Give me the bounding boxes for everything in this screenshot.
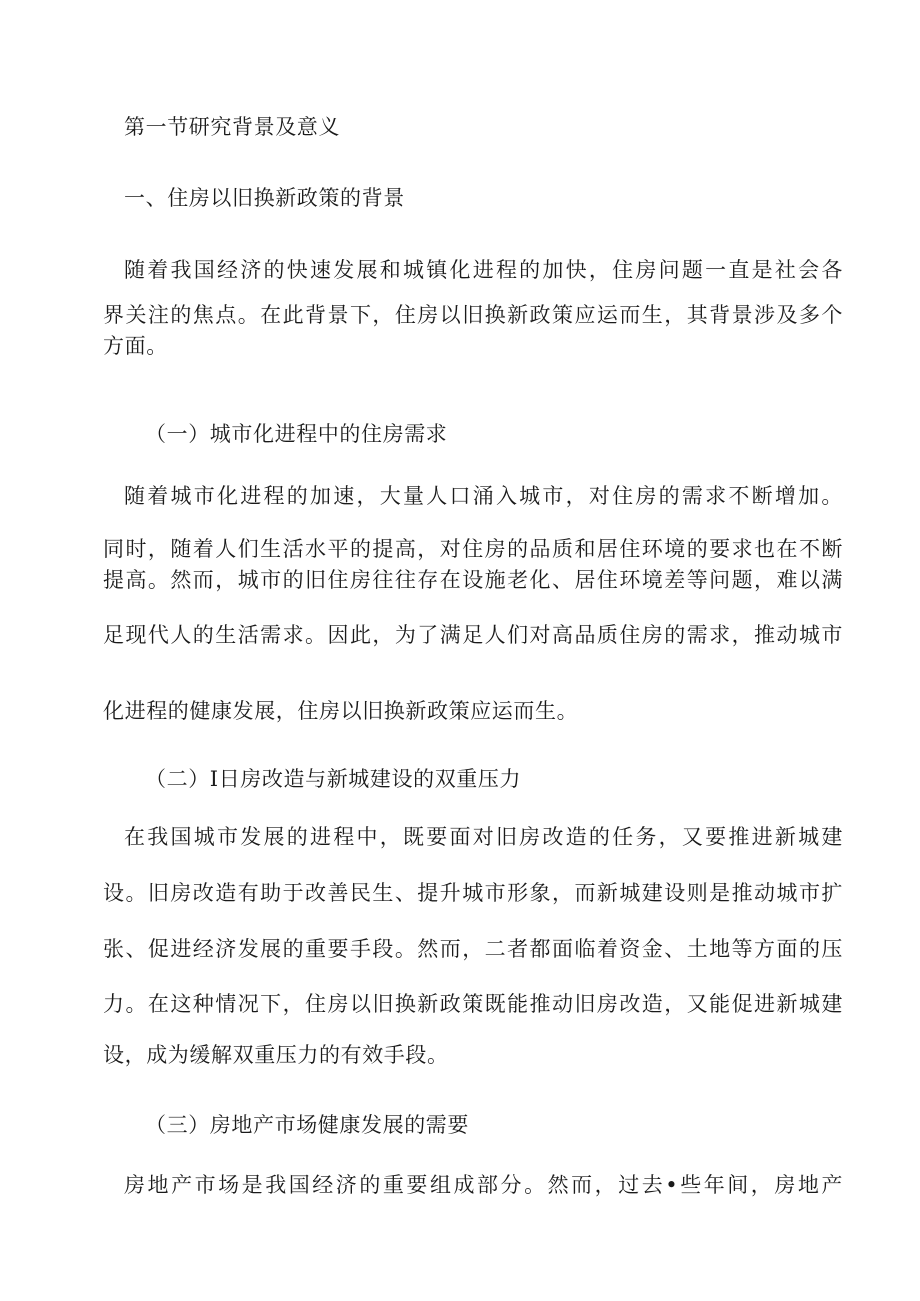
paragraph-line: 力。在这种情况下，住房以旧换新政策既能推动旧房改造，又能促进新城建 [103, 992, 843, 1016]
paragraph-line: 方面。 [103, 334, 168, 358]
paragraph-line: 张、促进经济发展的重要手段。然而，二者都面临着资金、土地等方面的压 [103, 937, 843, 961]
subheading-urbanization-demand: （一）城市化进程中的住房需求 [145, 422, 448, 446]
subheading-real-estate-market: （三）房地产市场健康发展的需要 [145, 1113, 469, 1137]
paragraph-line: 界关注的焦点。在此背景下，住房以旧换新政策应运而生，其背景涉及多个 [103, 303, 843, 327]
heading-policy-background: 一、住房以旧换新政策的背景 [124, 186, 405, 210]
paragraph-line: 随着我国经济的快速发展和城镇化进程的加快，住房问题一直是社会各 [124, 258, 843, 282]
paragraph-line: 足现代人的生活需求。因此，为了满足人们对高品质住房的需求，推动城市 [103, 623, 843, 647]
paragraph-line: 设。旧房改造有助于改善民生、提升城市形象，而新城建设则是推动城市扩 [103, 881, 843, 905]
paragraph-line: 房地产市场是我国经济的重要组成部分。然而，过去•些年间，房地产 [124, 1173, 843, 1197]
paragraph-line: 在我国城市发展的进程中，既要面对旧房改造的任务，又要推进新城建 [124, 825, 843, 849]
paragraph-line: 化进程的健康发展，住房以旧换新政策应运而生。 [103, 699, 579, 723]
paragraph-line: 随着城市化进程的加速，大量人口涌入城市，对住房的需求不断增加。 [124, 484, 843, 508]
paragraph-line: 提高。然而，城市的旧住房往往存在设施老化、居住环境差等问题，难以满 [103, 568, 843, 592]
subheading-dual-pressure: （二）I日房改造与新城建设的双重压力 [145, 767, 522, 791]
section-title: 第一节研究背景及意义 [124, 115, 340, 139]
paragraph-line: 设，成为缓解双重压力的有效手段。 [103, 1043, 449, 1067]
paragraph-line: 同时，随着人们生活水平的提高，对住房的品质和居住环境的要求也在不断 [103, 537, 843, 561]
